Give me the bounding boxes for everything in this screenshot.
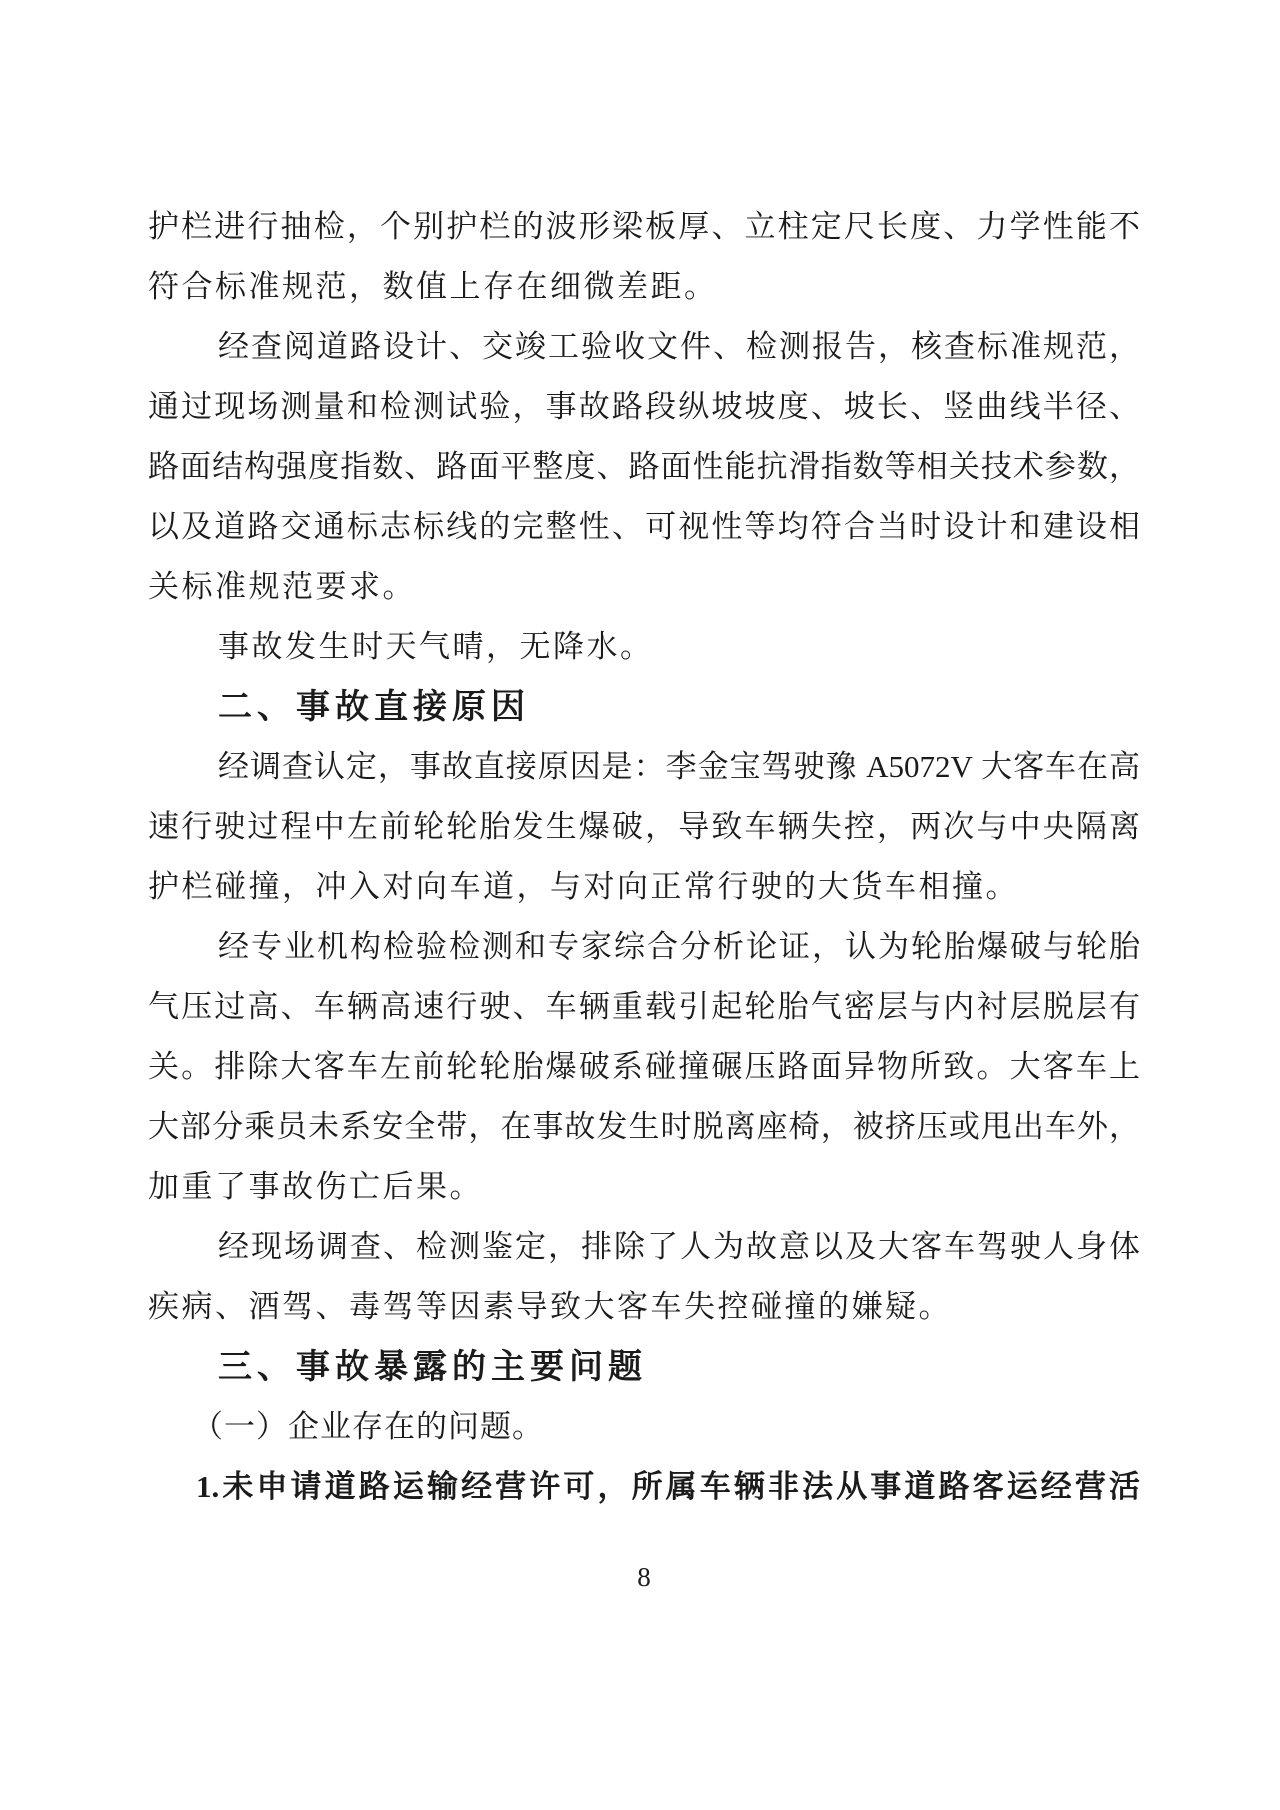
text-line: 气压过高、车辆高速行驶、车辆重载引起轮胎气密层与内衬层脱层有 bbox=[148, 989, 1140, 1024]
text-line: 路面结构强度指数、路面平整度、路面性能抗滑指数等相关技术参数， bbox=[148, 449, 1140, 484]
text-line: 通过现场测量和检测试验，事故路段纵坡坡度、坡长、竖曲线半径、 bbox=[148, 389, 1140, 424]
page-number: 8 bbox=[637, 1562, 651, 1592]
text-line: 二、事故直接原因 bbox=[218, 688, 530, 726]
text-line: 经调查认定，事故直接原因是：李金宝驾驶豫 A5072V 大客车在高 bbox=[218, 749, 1140, 784]
text-line: 三、事故暴露的主要问题 bbox=[218, 1348, 647, 1386]
text-line: 经专业机构检验检测和专家综合分析论证，认为轮胎爆破与轮胎 bbox=[218, 929, 1140, 964]
text-line: 经现场调查、检测鉴定，排除了人为故意以及大客车驾驶人身体 bbox=[218, 1229, 1140, 1264]
text-line: 1.未申请道路运输经营许可，所属车辆非法从事道路客运经营活 bbox=[196, 1469, 1140, 1504]
text-line: 大部分乘员未系安全带，在事故发生时脱离座椅，被挤压或甩出车外， bbox=[148, 1109, 1140, 1144]
text-line: 加重了事故伤亡后果。 bbox=[148, 1169, 483, 1204]
text-line: 事故发生时天气晴，无降水。 bbox=[218, 629, 654, 664]
text-block bbox=[148, 197, 1140, 1517]
text-line: 符合标准规范，数值上存在细微差距。 bbox=[148, 269, 718, 304]
text-line: 以及道路交通标志标线的完整性、可视性等均符合当时设计和建设相 bbox=[148, 509, 1140, 544]
text-line: 关标准规范要求。 bbox=[148, 569, 416, 604]
text-line: 护栏进行抽检，个别护栏的波形梁板厚、立柱定尺长度、力学性能不 bbox=[148, 209, 1140, 244]
text-line: 疾病、酒驾、毒驾等因素导致大客车失控碰撞的嫌疑。 bbox=[148, 1289, 952, 1324]
text-line: （一）企业存在的问题。 bbox=[192, 1409, 544, 1444]
text-line: 经查阅道路设计、交竣工验收文件、检测报告，核查标准规范， bbox=[218, 329, 1140, 364]
text-line: 关。排除大客车左前轮轮胎爆破系碰撞碾压路面异物所致。大客车上 bbox=[148, 1049, 1140, 1084]
text-line: 速行驶过程中左前轮轮胎发生爆破，导致车辆失控，两次与中央隔离 bbox=[148, 809, 1140, 844]
text-line: 护栏碰撞，冲入对向车道，与对向正常行驶的大货车相撞。 bbox=[148, 869, 1019, 904]
